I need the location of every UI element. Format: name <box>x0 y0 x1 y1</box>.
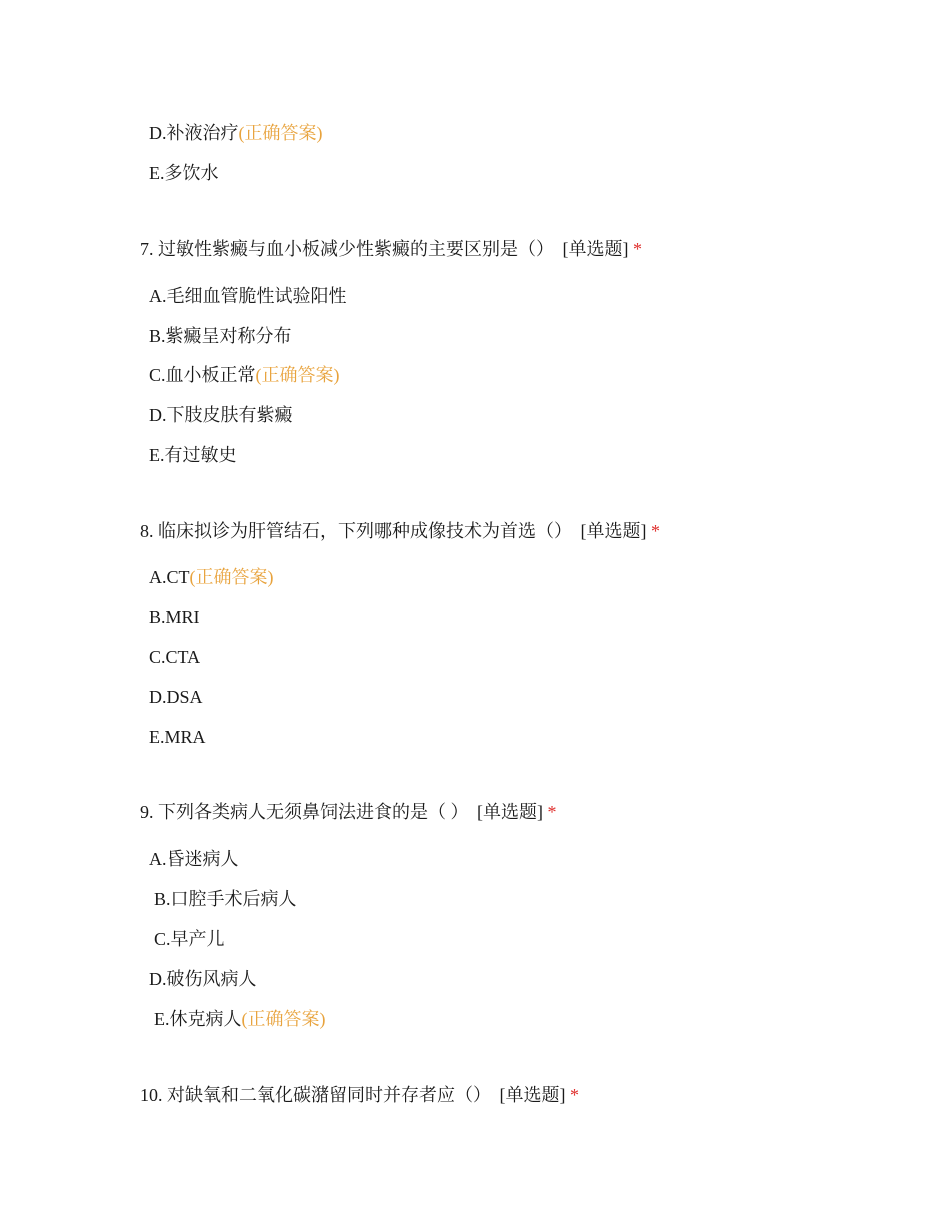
option-text: E.休克病人 <box>154 1009 242 1029</box>
option-text: E.多饮水 <box>149 163 219 183</box>
question-type: [单选题] <box>580 521 647 541</box>
required-mark: * <box>547 802 557 822</box>
option-text: E.MRA <box>149 727 206 747</box>
option-text: A.CT <box>149 567 190 587</box>
correct-answer-label: (正确答案) <box>255 365 340 385</box>
option-text: C.血小板正常 <box>149 365 256 385</box>
option-text: D.DSA <box>149 687 203 707</box>
question-8-title <box>140 519 660 543</box>
option-q6-d <box>149 121 323 145</box>
option-q7-b <box>149 324 292 348</box>
option-text: A.昏迷病人 <box>149 849 239 869</box>
option-text: B.MRI <box>149 607 200 627</box>
option-text: D.破伤风病人 <box>149 969 257 989</box>
required-mark: * <box>570 1085 579 1105</box>
option-text: B.口腔手术后病人 <box>154 889 297 909</box>
option-q9-e <box>154 1007 326 1031</box>
option-text: C.CTA <box>149 647 201 667</box>
option-q6-e <box>149 161 219 185</box>
option-q7-e <box>149 443 237 467</box>
question-7-title <box>140 237 642 261</box>
question-type: [单选题] <box>477 802 543 822</box>
question-text: 9. 下列各类病人无须鼻饲法进食的是（ ） <box>140 802 469 822</box>
option-q8-b <box>149 605 200 629</box>
required-mark: * <box>633 239 642 259</box>
question-text: 8. 临床拟诊为肝管结石，下列哪种成像技术为首选（） <box>140 521 572 541</box>
option-q8-a <box>149 565 274 589</box>
question-9-title <box>140 800 557 824</box>
correct-answer-label: (正确答案) <box>189 567 274 587</box>
question-text: 10. 对缺氧和二氧化碳潴留同时并存者应（） <box>140 1085 491 1105</box>
option-text: D.下肢皮肤有紫癜 <box>149 405 293 425</box>
question-type: [单选题] <box>562 239 629 259</box>
question-10-title <box>140 1083 579 1107</box>
correct-answer-label: (正确答案) <box>241 1009 326 1029</box>
option-q8-c <box>149 645 200 669</box>
option-q7-c <box>149 363 340 387</box>
option-q9-d <box>149 967 257 991</box>
option-text: D.补液治疗 <box>149 123 239 143</box>
option-text: C.早产儿 <box>154 929 225 949</box>
option-text: B.紫癜呈对称分布 <box>149 326 292 346</box>
question-type: [单选题] <box>499 1085 566 1105</box>
option-q8-e <box>149 725 206 749</box>
option-q7-a <box>149 284 347 308</box>
option-q7-d <box>149 403 293 427</box>
option-q8-d <box>149 685 203 709</box>
correct-answer-label: (正确答案) <box>238 123 323 143</box>
question-text: 7. 过敏性紫癜与血小板减少性紫癜的主要区别是（） <box>140 239 554 259</box>
option-text: A.毛细血管脆性试验阳性 <box>149 286 347 306</box>
required-mark: * <box>651 521 660 541</box>
option-q9-b <box>154 887 297 911</box>
option-q9-a <box>149 847 239 871</box>
option-text: E.有过敏史 <box>149 445 237 465</box>
option-q9-c <box>154 927 225 951</box>
